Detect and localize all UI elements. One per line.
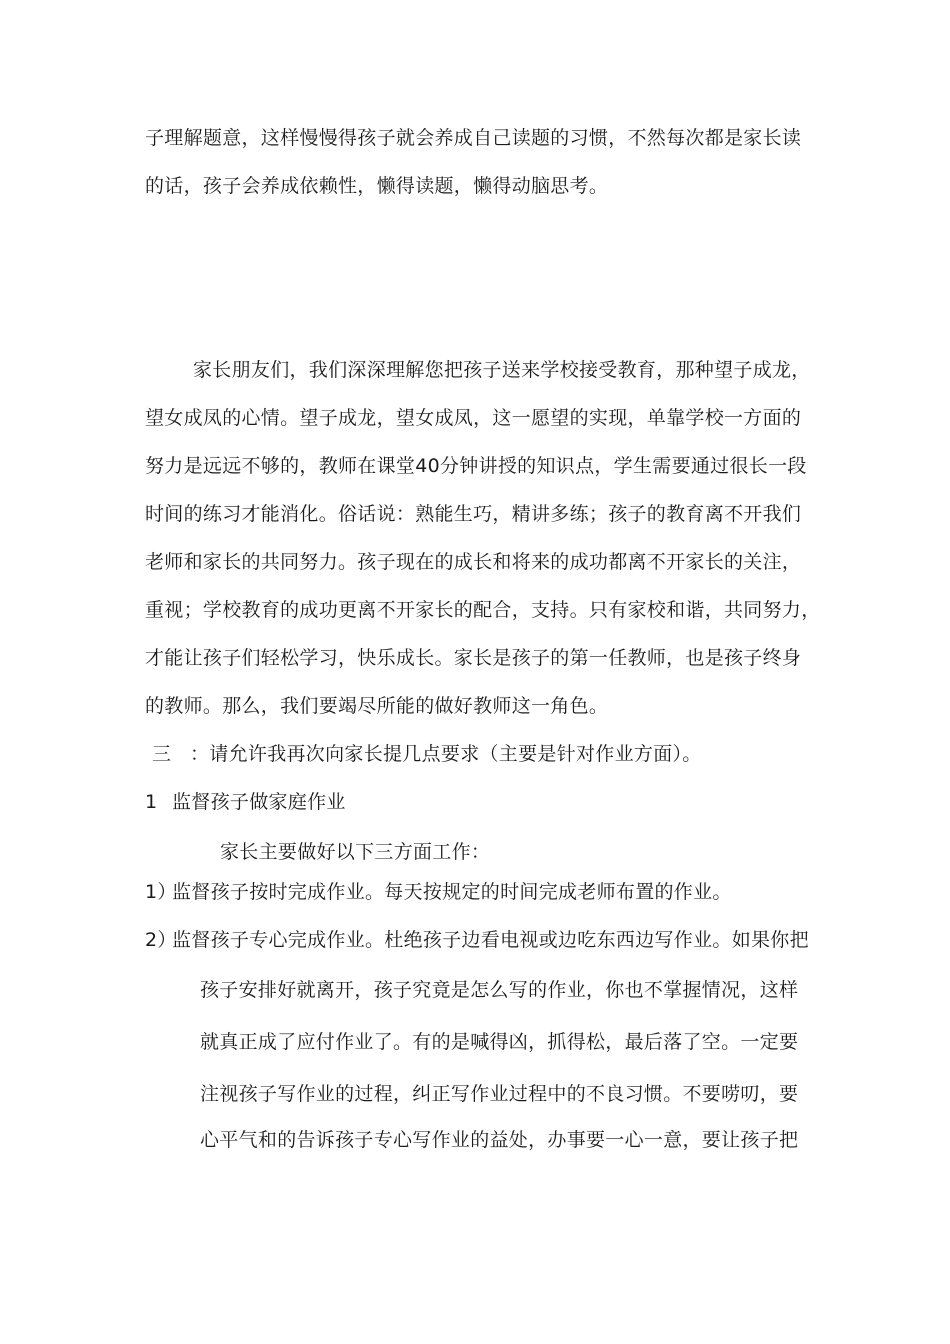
item-1-intro: 家长主要做好以下三方面工作： — [220, 841, 491, 863]
item-1-number: 1 — [145, 791, 158, 813]
main-paragraph-line-4: 时间的练习才能消化。俗话说：熟能生巧，精讲多练；孩子的教育离不开我们 — [145, 503, 802, 525]
main-paragraph-line-3: 努力是远远不够的，教师在课堂40分钟讲授的知识点，学生需要通过很长一段 — [145, 455, 807, 477]
section-three-number: 三 — [152, 743, 172, 765]
intro-line-2: 的话，孩子会养成依赖性，懒得读题，懒得动脑思考。 — [145, 175, 609, 197]
sub-item-2-number: 2） — [145, 929, 177, 951]
sub-item-2-continuation-3: 注视孩子写作业的过程，纠正写作业过程中的不良习惯。不要唠叨，要 — [200, 1083, 799, 1105]
item-1-title: 监督孩子做家庭作业 — [172, 791, 346, 813]
section-three-text: ：请允许我再次向家长提几点要求（主要是针对作业方面）。 — [190, 743, 702, 765]
main-paragraph-line-2: 望女成凤的心情。望子成龙，望女成凤，这一愿望的实现，单靠学校一方面的 — [145, 407, 802, 429]
sub-item-1-text: 监督孩子按时完成作业。每天按规定的时间完成老师布置的作业。 — [172, 881, 732, 903]
sub-item-2-continuation-4: 心平气和的告诉孩子专心写作业的益处，办事要一心一意，要让孩子把 — [200, 1129, 799, 1151]
main-paragraph-line-5: 老师和家长的共同努力。孩子现在的成长和将来的成功都离不开家长的关注， — [145, 551, 802, 573]
sub-item-2-continuation-2: 就真正成了应付作业了。有的是喊得凶，抓得松，最后落了空。一定要 — [200, 1031, 799, 1053]
main-paragraph-line-7: 才能让孩子们轻松学习，快乐成长。家长是孩子的第一任教师，也是孩子终身 — [145, 647, 802, 669]
sub-item-2-continuation-1: 孩子安排好就离开，孩子究竟是怎么写的作业，你也不掌握情况，这样 — [200, 979, 799, 1001]
intro-line-1: 子理解题意，这样慢慢得孩子就会养成自己读题的习惯，不然每次都是家长读 — [145, 127, 802, 149]
sub-item-2-text: 监督孩子专心完成作业。杜绝孩子边看电视或边吃东西边写作业。如果你把 — [172, 929, 809, 951]
main-paragraph-line-1: 家长朋友们，我们深深理解您把孩子送来学校接受教育，那种望子成龙， — [193, 359, 811, 381]
main-paragraph-line-6: 重视；学校教育的成功更离不开家长的配合，支持。只有家校和谐，共同努力， — [145, 599, 821, 621]
sub-item-1-number: 1） — [145, 881, 177, 903]
main-paragraph-line-8: 的教师。那么，我们要竭尽所能的做好教师这一角色。 — [145, 695, 609, 717]
